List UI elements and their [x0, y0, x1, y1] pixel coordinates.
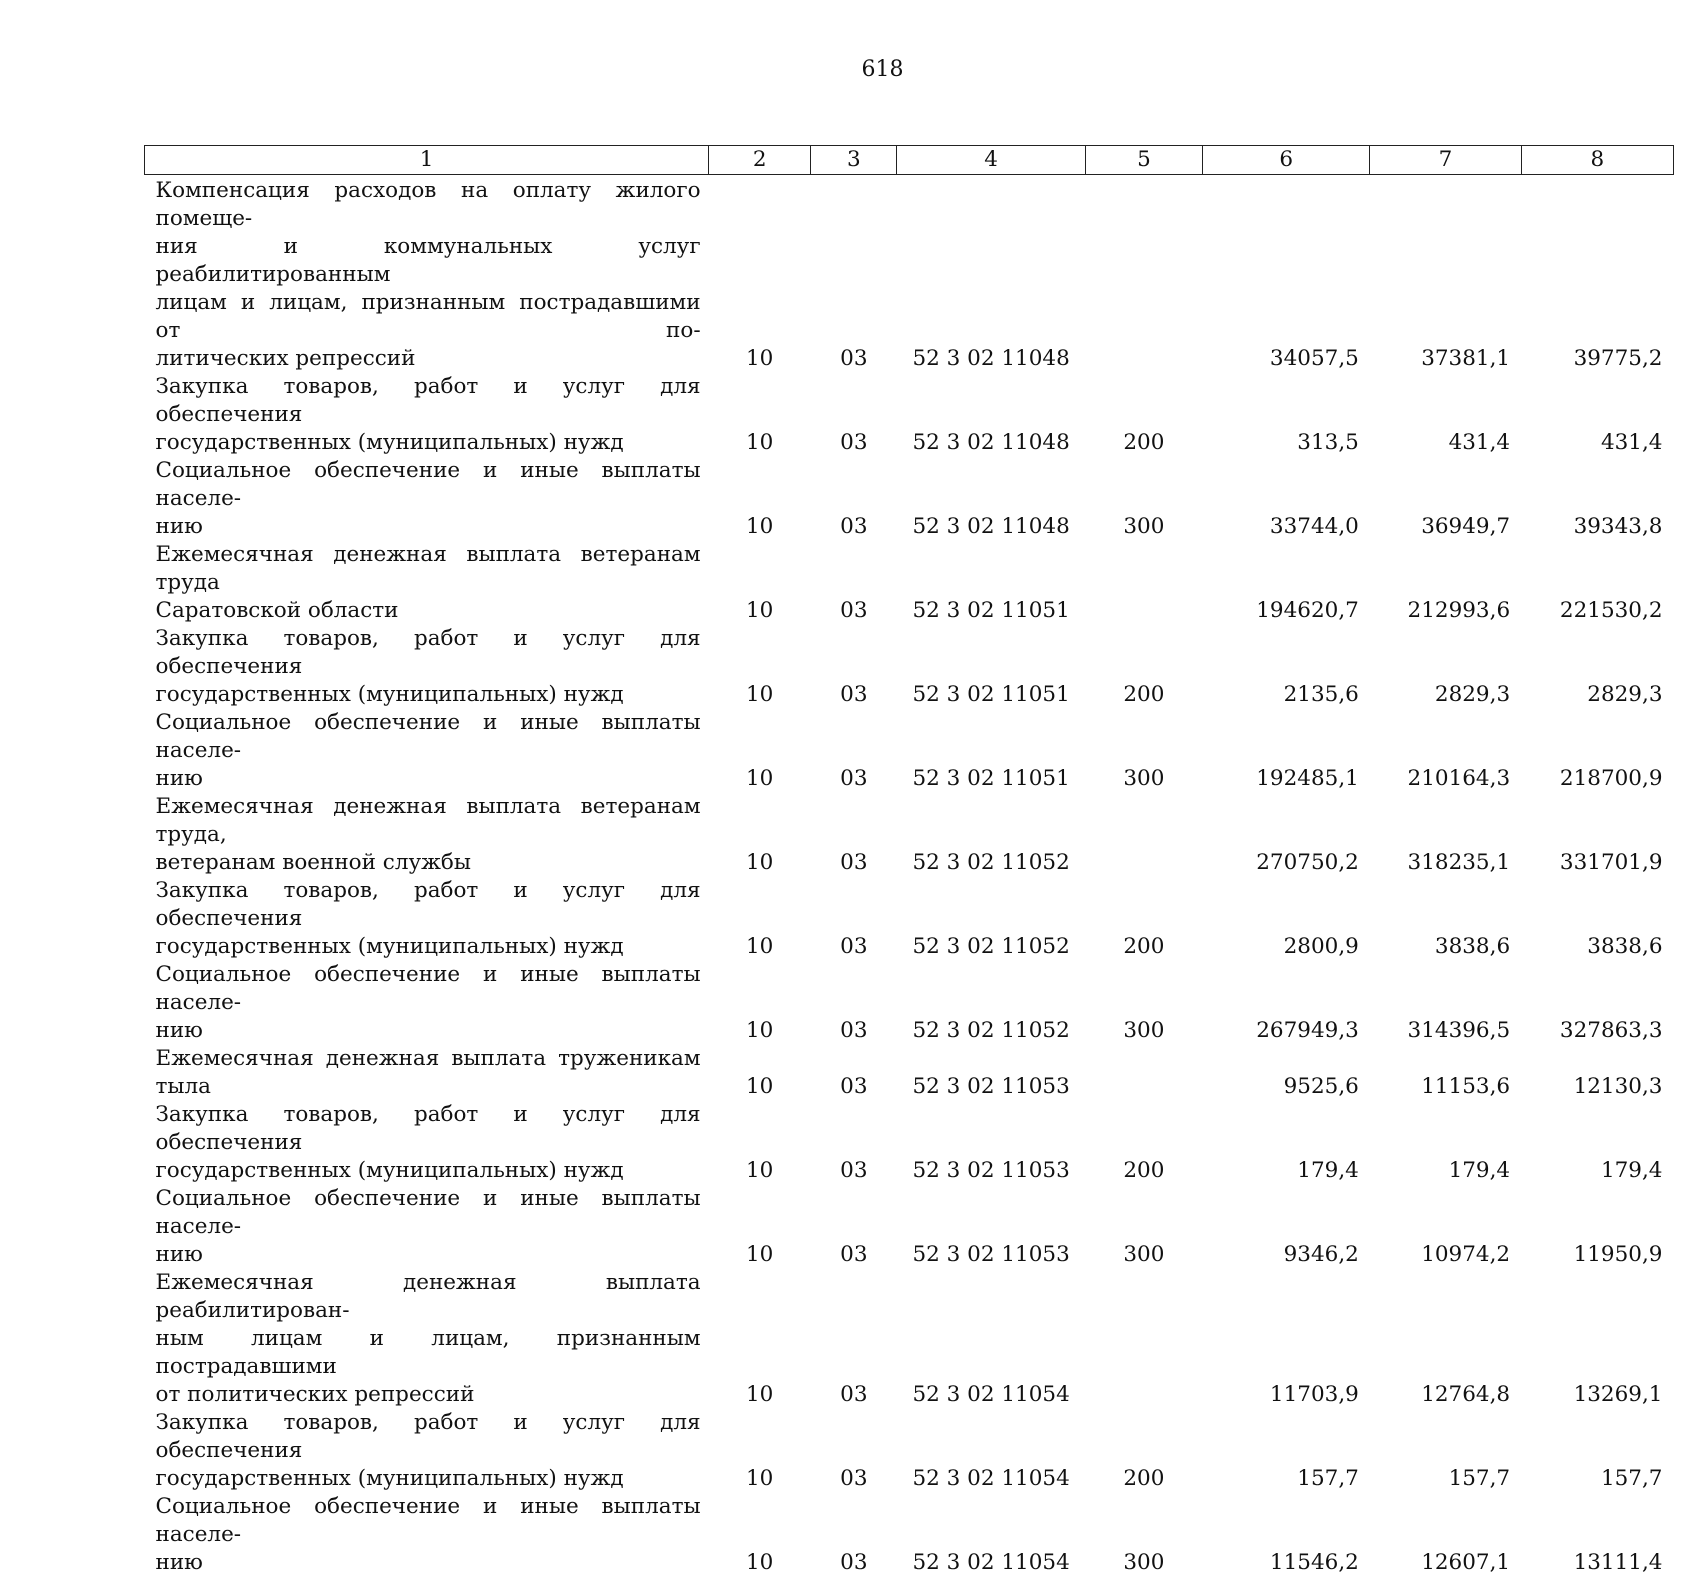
table-row: [145, 793, 1674, 877]
row-section: 10: [709, 457, 811, 541]
table-row: [145, 1409, 1674, 1493]
row-subsection: 03: [811, 877, 897, 961]
row-name: [145, 877, 709, 961]
row-name-line: Ежемесячная денежная выплата ветеранам труда: [156, 541, 701, 597]
row-name-line: нию: [156, 1241, 701, 1269]
row-amount-year1: 2800,9: [1203, 877, 1370, 961]
row-name: [145, 1493, 709, 1577]
row-amount-year1: 179,4: [1203, 1101, 1370, 1185]
row-name-line: государственных (муниципальных) нужд: [156, 429, 701, 457]
row-amount-year3: 157,7: [1521, 1409, 1673, 1493]
row-name-line: Закупка товаров, работ и услуг для обеспечения: [156, 877, 701, 933]
row-name: [145, 541, 709, 625]
row-section: 10: [709, 1185, 811, 1269]
row-name-line: Компенсация расходов на оплату жилого помеще-: [156, 177, 701, 233]
row-expense-type: [1085, 541, 1202, 625]
row-amount-year2: 314396,5: [1370, 961, 1521, 1045]
row-name: [145, 1185, 709, 1269]
row-section: 10: [709, 625, 811, 709]
row-amount-year1: 313,5: [1203, 373, 1370, 457]
row-amount-year2: 210164,3: [1370, 709, 1521, 793]
row-name-line: Социальное обеспечение и иные выплаты населе-: [156, 709, 701, 765]
header-col-5: 5: [1085, 146, 1202, 175]
row-expense-type: 300: [1085, 1493, 1202, 1577]
row-target-code: 52 3 02 11054: [897, 1493, 1085, 1577]
row-name-line: Закупка товаров, работ и услуг для обеспечения: [156, 373, 701, 429]
row-name-line: Саратовской области: [156, 597, 701, 625]
row-name: [145, 373, 709, 457]
row-subsection: 03: [811, 457, 897, 541]
row-section: 10: [709, 961, 811, 1045]
row-subsection: 03: [811, 961, 897, 1045]
row-section: 10: [709, 373, 811, 457]
row-target-code: 52 3 02 11054: [897, 1269, 1085, 1409]
row-name-line: Социальное обеспечение и иные выплаты населе-: [156, 1185, 701, 1241]
row-amount-year1: 33744,0: [1203, 457, 1370, 541]
row-subsection: 03: [811, 625, 897, 709]
row-target-code: 52 3 02 11051: [897, 625, 1085, 709]
row-target-code: 52 3 02 11051: [897, 709, 1085, 793]
row-section: 10: [709, 877, 811, 961]
table-row: [145, 175, 1674, 374]
row-target-code: 52 3 02 11048: [897, 457, 1085, 541]
row-name: [145, 1045, 709, 1101]
row-subsection: 03: [811, 793, 897, 877]
row-expense-type: [1085, 175, 1202, 374]
row-expense-type: 200: [1085, 1101, 1202, 1185]
row-target-code: 52 3 02 11052: [897, 877, 1085, 961]
row-subsection: 03: [811, 709, 897, 793]
row-amount-year2: 2829,3: [1370, 625, 1521, 709]
row-section: 10: [709, 541, 811, 625]
row-amount-year3: 39343,8: [1521, 457, 1673, 541]
row-name: [145, 625, 709, 709]
table-row: [145, 1493, 1674, 1577]
row-name: [145, 961, 709, 1045]
row-name-line: лицам и лицам, признанным пострадавшими от по-: [156, 289, 701, 345]
row-section: 10: [709, 1101, 811, 1185]
table-row: [145, 961, 1674, 1045]
table-row: [145, 1185, 1674, 1269]
row-amount-year3: 3838,6: [1521, 877, 1673, 961]
table-body: [145, 175, 1674, 1577]
row-name-line: ным лицам и лицам, признанным пострадавшими: [156, 1325, 701, 1381]
row-section: 10: [709, 709, 811, 793]
row-target-code: 52 3 02 11054: [897, 1409, 1085, 1493]
header-col-4: 4: [897, 146, 1085, 175]
header-col-2: 2: [709, 146, 811, 175]
row-amount-year2: 3838,6: [1370, 877, 1521, 961]
row-name: [145, 1409, 709, 1493]
table-row: [145, 373, 1674, 457]
row-name-line: ния и коммунальных услуг реабилитированным: [156, 233, 701, 289]
row-name-line: Ежемесячная денежная выплата ветеранам труда,: [156, 793, 701, 849]
row-subsection: 03: [811, 1185, 897, 1269]
row-expense-type: [1085, 1045, 1202, 1101]
row-amount-year1: 11703,9: [1203, 1269, 1370, 1409]
row-amount-year1: 11546,2: [1203, 1493, 1370, 1577]
row-expense-type: 200: [1085, 1409, 1202, 1493]
row-subsection: 03: [811, 1269, 897, 1409]
row-expense-type: 200: [1085, 625, 1202, 709]
table-row: [145, 1045, 1674, 1101]
row-section: 10: [709, 1409, 811, 1493]
header-row: [145, 146, 1674, 175]
row-expense-type: 300: [1085, 709, 1202, 793]
row-name: [145, 457, 709, 541]
row-amount-year3: 327863,3: [1521, 961, 1673, 1045]
row-subsection: 03: [811, 541, 897, 625]
row-subsection: 03: [811, 1101, 897, 1185]
row-subsection: 03: [811, 1409, 897, 1493]
row-amount-year2: 11153,6: [1370, 1045, 1521, 1101]
row-amount-year3: 218700,9: [1521, 709, 1673, 793]
row-name-line: от политических репрессий: [156, 1381, 701, 1409]
row-name-line: Закупка товаров, работ и услуг для обеспечения: [156, 1101, 701, 1157]
header-col-3: 3: [811, 146, 897, 175]
row-amount-year3: 12130,3: [1521, 1045, 1673, 1101]
row-amount-year1: 194620,7: [1203, 541, 1370, 625]
row-expense-type: 200: [1085, 877, 1202, 961]
row-target-code: 52 3 02 11048: [897, 175, 1085, 374]
row-amount-year3: 39775,2: [1521, 175, 1673, 374]
row-expense-type: 300: [1085, 961, 1202, 1045]
table-row: [145, 1101, 1674, 1185]
row-expense-type: 300: [1085, 457, 1202, 541]
row-section: 10: [709, 1045, 811, 1101]
row-amount-year3: 431,4: [1521, 373, 1673, 457]
row-expense-type: 200: [1085, 373, 1202, 457]
row-expense-type: 300: [1085, 1185, 1202, 1269]
row-amount-year3: 11950,9: [1521, 1185, 1673, 1269]
row-name-line: Социальное обеспечение и иные выплаты населе-: [156, 1493, 701, 1549]
row-name-line: государственных (муниципальных) нужд: [156, 1157, 701, 1185]
row-amount-year1: 192485,1: [1203, 709, 1370, 793]
row-amount-year3: 2829,3: [1521, 625, 1673, 709]
row-amount-year2: 157,7: [1370, 1409, 1521, 1493]
row-expense-type: [1085, 793, 1202, 877]
row-amount-year2: 12607,1: [1370, 1493, 1521, 1577]
row-section: 10: [709, 1493, 811, 1577]
row-name-line: Социальное обеспечение и иные выплаты населе-: [156, 961, 701, 1017]
row-name-line: государственных (муниципальных) нужд: [156, 681, 701, 709]
row-name-line: Закупка товаров, работ и услуг для обеспечения: [156, 625, 701, 681]
row-name: [145, 175, 709, 374]
row-section: 10: [709, 1269, 811, 1409]
row-name-line: Ежемесячная денежная выплата труженикам тыла: [156, 1045, 701, 1101]
page-number: 618: [0, 57, 1697, 82]
row-target-code: 52 3 02 11052: [897, 793, 1085, 877]
row-name-line: ветеранам военной службы: [156, 849, 701, 877]
table-row: [145, 541, 1674, 625]
row-name: [145, 1269, 709, 1409]
row-amount-year2: 179,4: [1370, 1101, 1521, 1185]
table-row: [145, 625, 1674, 709]
row-target-code: 52 3 02 11053: [897, 1185, 1085, 1269]
row-amount-year2: 431,4: [1370, 373, 1521, 457]
header-col-1: 1: [145, 146, 709, 175]
row-name-line: государственных (муниципальных) нужд: [156, 933, 701, 961]
row-target-code: 52 3 02 11053: [897, 1045, 1085, 1101]
table-header: [145, 146, 1674, 175]
row-subsection: 03: [811, 373, 897, 457]
row-amount-year2: 36949,7: [1370, 457, 1521, 541]
row-amount-year1: 9346,2: [1203, 1185, 1370, 1269]
row-name-line: нию: [156, 1549, 701, 1577]
row-amount-year2: 12764,8: [1370, 1269, 1521, 1409]
row-name-line: литических репрессий: [156, 345, 701, 373]
row-name: [145, 1101, 709, 1185]
row-subsection: 03: [811, 175, 897, 374]
row-amount-year3: 179,4: [1521, 1101, 1673, 1185]
row-amount-year1: 267949,3: [1203, 961, 1370, 1045]
row-expense-type: [1085, 1269, 1202, 1409]
row-amount-year1: 2135,6: [1203, 625, 1370, 709]
row-target-code: 52 3 02 11053: [897, 1101, 1085, 1185]
row-amount-year2: 10974,2: [1370, 1185, 1521, 1269]
row-target-code: 52 3 02 11051: [897, 541, 1085, 625]
row-amount-year1: 34057,5: [1203, 175, 1370, 374]
row-amount-year1: 157,7: [1203, 1409, 1370, 1493]
row-amount-year1: 270750,2: [1203, 793, 1370, 877]
row-amount-year2: 212993,6: [1370, 541, 1521, 625]
row-amount-year3: 13269,1: [1521, 1269, 1673, 1409]
row-name-line: нию: [156, 513, 701, 541]
row-name-line: Закупка товаров, работ и услуг для обеспечения: [156, 1409, 701, 1465]
table-row: [145, 877, 1674, 961]
row-amount-year2: 318235,1: [1370, 793, 1521, 877]
budget-table: [144, 145, 1674, 1577]
table-row: [145, 1269, 1674, 1409]
row-name-line: государственных (муниципальных) нужд: [156, 1465, 701, 1493]
row-subsection: 03: [811, 1045, 897, 1101]
row-target-code: 52 3 02 11048: [897, 373, 1085, 457]
table-row: [145, 457, 1674, 541]
header-col-6: 6: [1203, 146, 1370, 175]
row-name: [145, 793, 709, 877]
row-name-line: нию: [156, 765, 701, 793]
row-name-line: Ежемесячная денежная выплата реабилитирован-: [156, 1269, 701, 1325]
row-section: 10: [709, 175, 811, 374]
row-subsection: 03: [811, 1493, 897, 1577]
row-amount-year2: 37381,1: [1370, 175, 1521, 374]
row-section: 10: [709, 793, 811, 877]
row-amount-year1: 9525,6: [1203, 1045, 1370, 1101]
header-col-7: 7: [1370, 146, 1521, 175]
row-name-line: Социальное обеспечение и иные выплаты населе-: [156, 457, 701, 513]
table-row: [145, 709, 1674, 793]
row-amount-year3: 221530,2: [1521, 541, 1673, 625]
row-name: [145, 709, 709, 793]
row-amount-year3: 331701,9: [1521, 793, 1673, 877]
row-target-code: 52 3 02 11052: [897, 961, 1085, 1045]
header-col-8: 8: [1521, 146, 1673, 175]
row-amount-year3: 13111,4: [1521, 1493, 1673, 1577]
row-name-line: нию: [156, 1017, 701, 1045]
